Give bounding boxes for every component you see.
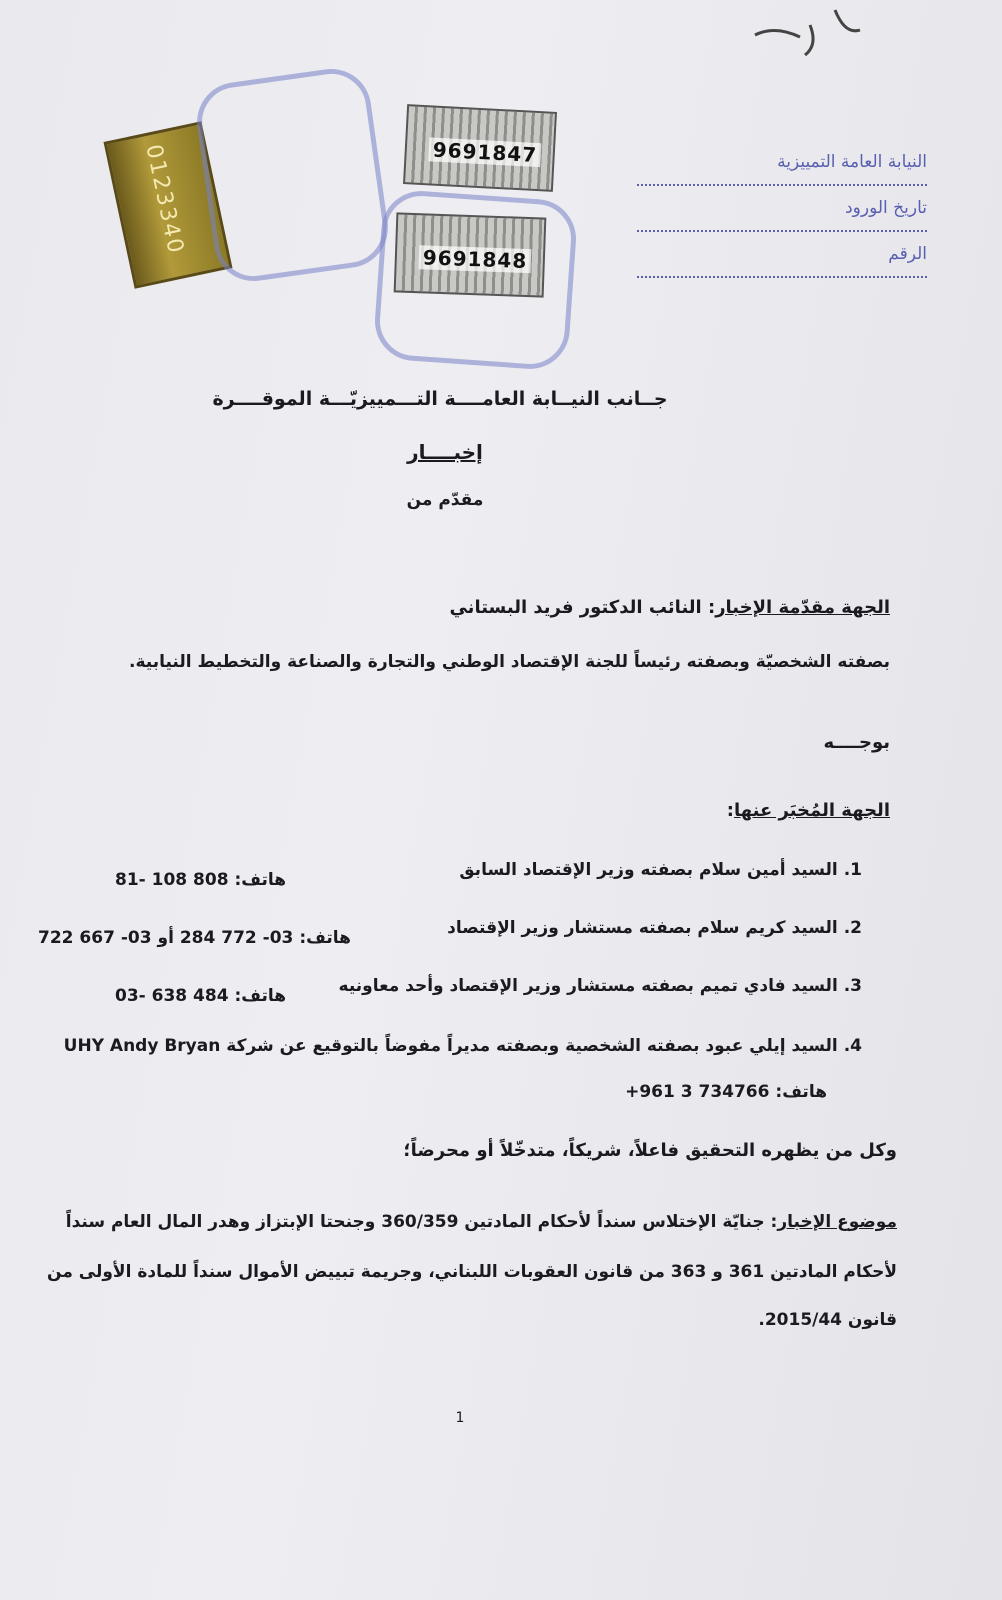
phone-label: هاتف:: [299, 928, 351, 948]
complainant-line: [449, 597, 890, 618]
subject-label: موضوع الإخبار: [777, 1212, 897, 1232]
revenue-stamp: [403, 104, 557, 192]
registry-stamp: [637, 140, 927, 278]
registry-number-label: الرقم: [637, 232, 927, 278]
phone: [625, 1082, 827, 1102]
revenue-stamp-number: 9691847: [428, 137, 542, 167]
presented-by: مقدّم من: [406, 490, 484, 510]
item-text: السيد كريم سلام بصفته مستشار وزير الإقتصاد: [447, 918, 838, 938]
phone-number: 03- 638 484: [115, 986, 229, 1006]
subject-line-3: قانون 2015/44.: [758, 1310, 897, 1330]
phone-label: هاتف:: [234, 870, 287, 890]
accused-heading: الجهة المُخبَر عنها:: [726, 800, 890, 821]
complainant-label: الجهة مقدّمة الإخبار: [715, 597, 890, 618]
phone: [38, 928, 351, 948]
official-seal: [192, 64, 393, 286]
item-text: السيد إيلي عبود بصفته الشخصية وبصفته مديراً مفوضاً بالتوقيع عن شركة UHY Andy Bryan: [63, 1036, 838, 1056]
fiscal-stamp-number: 0123340: [140, 142, 189, 258]
list-item: [64, 1036, 862, 1056]
subject-text: : جنايّة الإختلاس سنداً لأحكام المادتين 360/359 وجنحتا الإبتزاز وهدر المال العام سنداً: [65, 1212, 778, 1232]
complainant-name: : النائب الدكتور فريد البستاني: [449, 597, 716, 618]
revenue-stamp: [394, 212, 547, 297]
handwritten-mark: [740, 0, 890, 60]
phone-number: 03- 772 284 أو 03- 667 722: [38, 928, 294, 948]
accused-label: الجهة المُخبَر عنها: [733, 800, 890, 821]
item-number: 2.: [843, 918, 862, 938]
item-text: السيد فادي تميم بصفته مستشار وزير الإقتصاد وأحد معاونيه: [338, 976, 838, 996]
item-number: 4.: [843, 1036, 862, 1056]
subject-line-2: لأحكام المادتين 361 و 363 من قانون العقوبات اللبناني، وجريمة تبييض الأموال سنداً للمادة الأولى من: [47, 1262, 897, 1282]
others-clause: وكل من يظهره التحقيق فاعلاً، شريكاً، متدخّلاً أو محرضاً؛: [403, 1140, 897, 1161]
revenue-stamp-number: 9691848: [418, 245, 531, 273]
phone-label: هاتف:: [234, 986, 287, 1006]
phone-label: هاتف:: [775, 1082, 827, 1102]
item-text: السيد أمين سلام بصفته وزير الإقتصاد السابق: [459, 860, 838, 880]
subject-line-1: [66, 1212, 897, 1232]
phone-number: 81- 108 808: [115, 870, 229, 890]
page-title: إخبــــار: [407, 440, 483, 464]
addressee: جــانب النيــابة العامــــة التـــمييزيّـــة الموقــــرة: [212, 388, 668, 410]
registry-office: النيابة العامة التمييزية: [637, 140, 927, 186]
list-item: [339, 976, 862, 996]
phone-number: +961 3 734766: [625, 1082, 770, 1102]
item-number: 3.: [843, 976, 862, 996]
phone: [115, 870, 286, 890]
complainant-capacity: بصفته الشخصيّة وبصفته رئيساً للجنة الإقتصاد الوطني والتجارة والصناعة والتخطيط النيابية.: [129, 652, 890, 672]
item-number: 1.: [843, 860, 862, 880]
registry-date-label: تاريخ الورود: [637, 186, 927, 232]
against-label: بوجــــه: [823, 732, 890, 753]
list-item: [447, 918, 862, 938]
list-item: [459, 860, 862, 880]
page-number: 1: [455, 1410, 465, 1426]
phone: [115, 986, 286, 1006]
